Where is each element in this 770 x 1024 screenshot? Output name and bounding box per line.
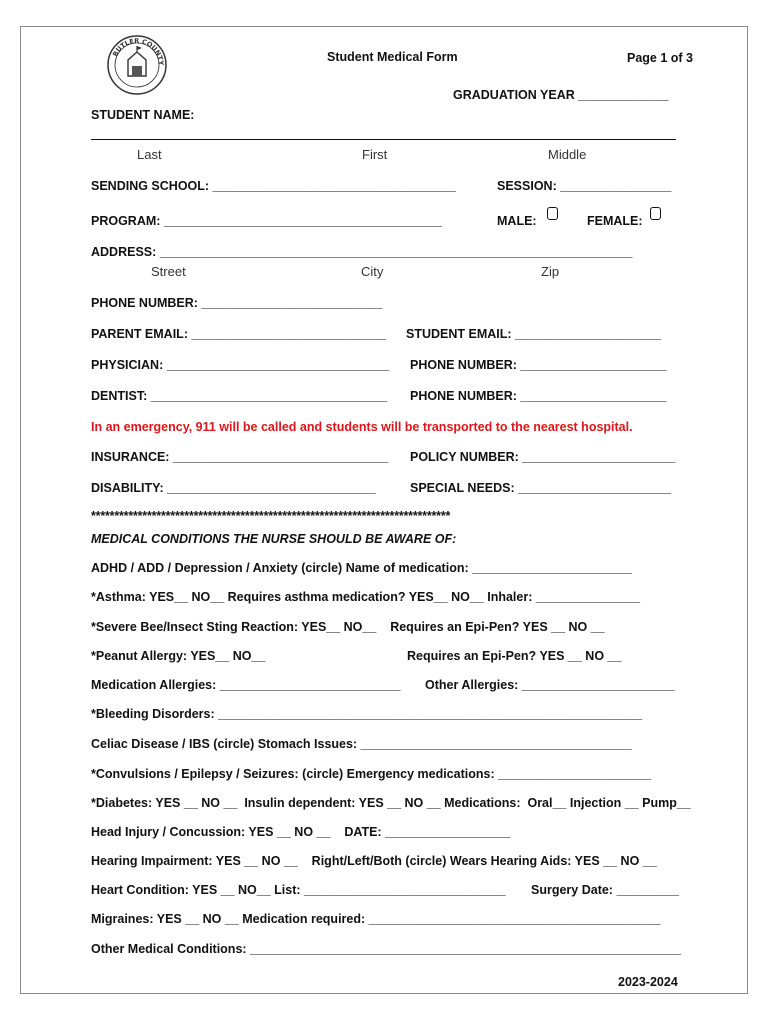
emergency-notice: In an emergency, 911 will be called and students will be transported to the nearest hospital. [91, 420, 633, 434]
student-name-line[interactable] [91, 139, 676, 140]
school-year-footer: 2023-2024 [618, 975, 678, 989]
middle-caption: Middle [548, 147, 587, 162]
peanut-epipen-field[interactable]: Requires an Epi-Pen? YES __ NO __ [407, 649, 622, 663]
school-seal-logo [106, 34, 168, 96]
svg-text:BUTLER COUNTY: BUTLER COUNTY [111, 36, 166, 66]
student-email-field[interactable]: STUDENT EMAIL: _____________________ [406, 327, 662, 341]
bleeding-disorders-field[interactable]: *Bleeding Disorders: _____________________________________________________________ [91, 707, 643, 721]
female-checkbox[interactable] [650, 207, 661, 220]
program-field[interactable]: PROGRAM: ________________________________________ [91, 214, 442, 228]
medication-allergies-field[interactable]: Medication Allergies: __________________________ [91, 678, 401, 692]
physician-field[interactable]: PHYSICIAN: ________________________________ [91, 358, 390, 372]
convulsions-field[interactable]: *Convulsions / Epilepsy / Seizures: (circle) Emergency medications: ______________________ [91, 767, 652, 781]
first-caption: First [362, 147, 388, 162]
graduation-year-field[interactable]: GRADUATION YEAR _____________ [453, 88, 669, 102]
phone-number-field[interactable]: PHONE NUMBER: __________________________ [91, 296, 383, 310]
page-indicator: Page 1 of 3 [627, 51, 693, 65]
insurance-field[interactable]: INSURANCE: _______________________________ [91, 450, 389, 464]
other-allergies-field[interactable]: Other Allergies: ______________________ [425, 678, 675, 692]
disability-field[interactable]: DISABILITY: ______________________________ [91, 481, 376, 495]
head-injury-field[interactable]: Head Injury / Concussion: YES __ NO __ DATE: __________________ [91, 825, 511, 839]
adhd-field[interactable]: ADHD / ADD / Depression / Anxiety (circle) Name of medication: _______________________ [91, 561, 632, 575]
special-needs-field[interactable]: SPECIAL NEEDS: ______________________ [410, 481, 672, 495]
address-field[interactable]: ADDRESS: ____________________________________________________________________ [91, 245, 633, 259]
city-caption: City [361, 264, 384, 279]
male-label: MALE: [497, 214, 537, 228]
sending-school-field[interactable]: SENDING SCHOOL: ___________________________________ [91, 179, 456, 193]
section-separator: ***************************************************************************** [91, 509, 451, 523]
session-field[interactable]: SESSION: ________________ [497, 179, 672, 193]
dentist-phone-field[interactable]: PHONE NUMBER: _____________________ [410, 389, 667, 403]
last-caption: Last [137, 147, 162, 162]
hearing-impairment-field[interactable]: Hearing Impairment: YES __ NO __ Right/Left/Both (circle) Wears Hearing Aids: YES __ NO __ [91, 854, 657, 868]
female-label: FEMALE: [587, 214, 643, 228]
diabetes-field[interactable]: *Diabetes: YES __ NO __ Insulin dependent: YES __ NO __ Medications: Oral__ Injection __ Pump__ [91, 796, 691, 810]
surgery-date-field[interactable]: Surgery Date: _________ [531, 883, 680, 897]
other-conditions-field[interactable]: Other Medical Conditions: ______________________________________________________________ [91, 942, 682, 956]
celiac-field[interactable]: Celiac Disease / IBS (circle) Stomach Issues: _______________________________________ [91, 737, 632, 751]
bee-sting-field[interactable]: *Severe Bee/Insect Sting Reaction: YES__ NO__ Requires an Epi-Pen? YES __ NO __ [91, 620, 605, 634]
zip-caption: Zip [541, 264, 560, 279]
peanut-allergy-field[interactable]: *Peanut Allergy: YES__ NO__ [91, 649, 266, 663]
dentist-field[interactable]: DENTIST: __________________________________ [91, 389, 388, 403]
street-caption: Street [151, 264, 186, 279]
physician-phone-field[interactable]: PHONE NUMBER: _____________________ [410, 358, 667, 372]
male-checkbox[interactable] [547, 207, 558, 220]
policy-number-field[interactable]: POLICY NUMBER: ______________________ [410, 450, 676, 464]
form-title: Student Medical Form [327, 50, 458, 64]
migraines-field[interactable]: Migraines: YES __ NO __ Medication required: __________________________________________ [91, 912, 661, 926]
parent-email-field[interactable]: PARENT EMAIL: ____________________________ [91, 327, 387, 341]
asthma-field[interactable]: *Asthma: YES__ NO__ Requires asthma medication? YES__ NO__ Inhaler: _______________ [91, 590, 641, 604]
heart-condition-field[interactable]: Heart Condition: YES __ NO__ List: _____________________________ [91, 883, 506, 897]
student-name-label: STUDENT NAME: [91, 108, 195, 122]
conditions-heading: MEDICAL CONDITIONS THE NURSE SHOULD BE AWARE OF: [91, 532, 457, 546]
